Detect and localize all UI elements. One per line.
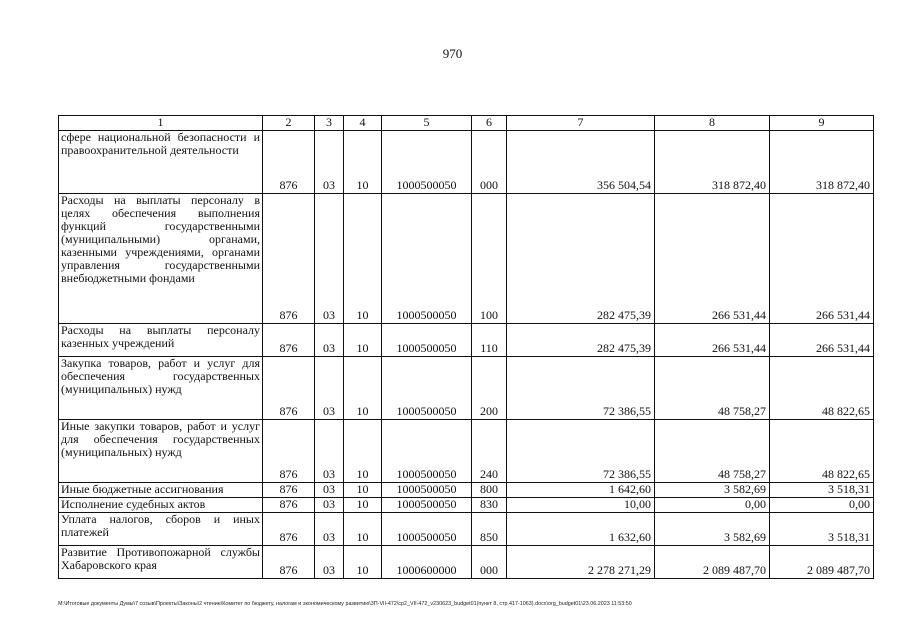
cell-c5: 1000500050 (382, 498, 472, 513)
cell-c7: 1 642,60 (507, 483, 655, 498)
cell-c2: 876 (263, 131, 315, 194)
cell-c2: 876 (263, 357, 315, 420)
cell-c7: 10,00 (507, 498, 655, 513)
column-header-7: 7 (507, 116, 655, 131)
cell-c2: 876 (263, 546, 315, 579)
cell-c4: 10 (344, 194, 382, 324)
cell-c3: 03 (315, 546, 344, 579)
cell-c2: 876 (263, 420, 315, 483)
cell-c4: 10 (344, 513, 382, 546)
cell-c8: 3 582,69 (655, 513, 770, 546)
cell-c6: 830 (472, 498, 507, 513)
cell-c4: 10 (344, 420, 382, 483)
row-name: сфере национальной безопасности и правоохранительной деятельности (59, 131, 263, 194)
cell-c2: 876 (263, 483, 315, 498)
cell-c6: 000 (472, 546, 507, 579)
cell-c9: 48 822,65 (770, 420, 874, 483)
table-row (59, 498, 874, 513)
row-name: Развитие Противопожарной службы Хабаровского края (59, 546, 263, 579)
column-header-3: 3 (315, 116, 344, 131)
table-row (59, 357, 874, 420)
cell-c7: 282 475,39 (507, 324, 655, 357)
cell-c6: 240 (472, 420, 507, 483)
cell-c9: 266 531,44 (770, 194, 874, 324)
cell-c8: 318 872,40 (655, 131, 770, 194)
cell-c4: 10 (344, 131, 382, 194)
column-header-8: 8 (655, 116, 770, 131)
page-number: 970 (442, 46, 463, 61)
cell-c7: 356 504,54 (507, 131, 655, 194)
row-name: Уплата налогов, сборов и иных платежей (59, 513, 263, 546)
cell-c2: 876 (263, 324, 315, 357)
cell-c9: 48 822,65 (770, 357, 874, 420)
cell-c2: 876 (263, 513, 315, 546)
column-header-6: 6 (472, 116, 507, 131)
table-row (59, 420, 874, 483)
cell-c8: 266 531,44 (655, 324, 770, 357)
table-row (59, 131, 874, 194)
cell-c9: 318 872,40 (770, 131, 874, 194)
column-header-4: 4 (344, 116, 382, 131)
cell-c6: 110 (472, 324, 507, 357)
row-name: Иные бюджетные ассигнования (59, 483, 263, 498)
cell-c3: 03 (315, 357, 344, 420)
row-name: Расходы на выплаты персоналу казенных учреждений (59, 324, 263, 357)
cell-c2: 876 (263, 194, 315, 324)
cell-c7: 72 386,55 (507, 357, 655, 420)
table-header-row (59, 116, 874, 131)
cell-c9: 3 518,31 (770, 513, 874, 546)
cell-c6: 000 (472, 131, 507, 194)
cell-c4: 10 (344, 546, 382, 579)
cell-c3: 03 (315, 131, 344, 194)
cell-c9: 3 518,31 (770, 483, 874, 498)
cell-c3: 03 (315, 324, 344, 357)
cell-c5: 1000600000 (382, 546, 472, 579)
cell-c5: 1000500050 (382, 194, 472, 324)
cell-c6: 850 (472, 513, 507, 546)
cell-c5: 1000500050 (382, 513, 472, 546)
row-name: Закупка товаров, работ и услуг для обеспечения государственных (муниципальных) нужд (59, 357, 263, 420)
table-row (59, 194, 874, 324)
column-header-9: 9 (770, 116, 874, 131)
cell-c3: 03 (315, 194, 344, 324)
cell-c4: 10 (344, 483, 382, 498)
column-header-2: 2 (263, 116, 315, 131)
column-header-1: 1 (59, 116, 263, 131)
cell-c4: 10 (344, 498, 382, 513)
table-row (59, 483, 874, 498)
cell-c9: 266 531,44 (770, 324, 874, 357)
cell-c3: 03 (315, 483, 344, 498)
cell-c8: 0,00 (655, 498, 770, 513)
cell-c5: 1000500050 (382, 131, 472, 194)
table-row (59, 324, 874, 357)
cell-c4: 10 (344, 357, 382, 420)
budget-table (58, 115, 874, 579)
cell-c7: 282 475,39 (507, 194, 655, 324)
cell-c5: 1000500050 (382, 420, 472, 483)
footer-file-path: M:\Итоговые документы Думы\7 созыв\Проекты\Законы\2 чтение\Комитет по бюджету, налогам и экономическому развитию\3П-VII-472\cp2_VII-472_v230623_budget01(пункт 8, стр.417-1063).docx\org_budget01\23.06.2023 11:53:50 (58, 601, 632, 607)
table-row (59, 513, 874, 546)
cell-c6: 800 (472, 483, 507, 498)
table-row (59, 546, 874, 579)
cell-c3: 03 (315, 420, 344, 483)
column-header-5: 5 (382, 116, 472, 131)
cell-c8: 3 582,69 (655, 483, 770, 498)
cell-c6: 200 (472, 357, 507, 420)
cell-c4: 10 (344, 324, 382, 357)
cell-c3: 03 (315, 498, 344, 513)
cell-c8: 48 758,27 (655, 420, 770, 483)
cell-c9: 0,00 (770, 498, 874, 513)
cell-c7: 1 632,60 (507, 513, 655, 546)
cell-c3: 03 (315, 513, 344, 546)
cell-c7: 2 278 271,29 (507, 546, 655, 579)
cell-c5: 1000500050 (382, 324, 472, 357)
row-name: Иные закупки товаров, работ и услуг для обеспечения государственных (муниципальных) нужд (59, 420, 263, 483)
cell-c7: 72 386,55 (507, 420, 655, 483)
cell-c6: 100 (472, 194, 507, 324)
row-name: Исполнение судебных актов (59, 498, 263, 513)
cell-c8: 266 531,44 (655, 194, 770, 324)
cell-c8: 48 758,27 (655, 357, 770, 420)
row-name: Расходы на выплаты персоналу в целях обеспечения выполнения функций государственными (муниципальными) органами, казенными учреждениями, органами управления государственными внебюджетными фондами (59, 194, 263, 324)
cell-c9: 2 089 487,70 (770, 546, 874, 579)
cell-c2: 876 (263, 498, 315, 513)
cell-c8: 2 089 487,70 (655, 546, 770, 579)
cell-c5: 1000500050 (382, 357, 472, 420)
cell-c5: 1000500050 (382, 483, 472, 498)
